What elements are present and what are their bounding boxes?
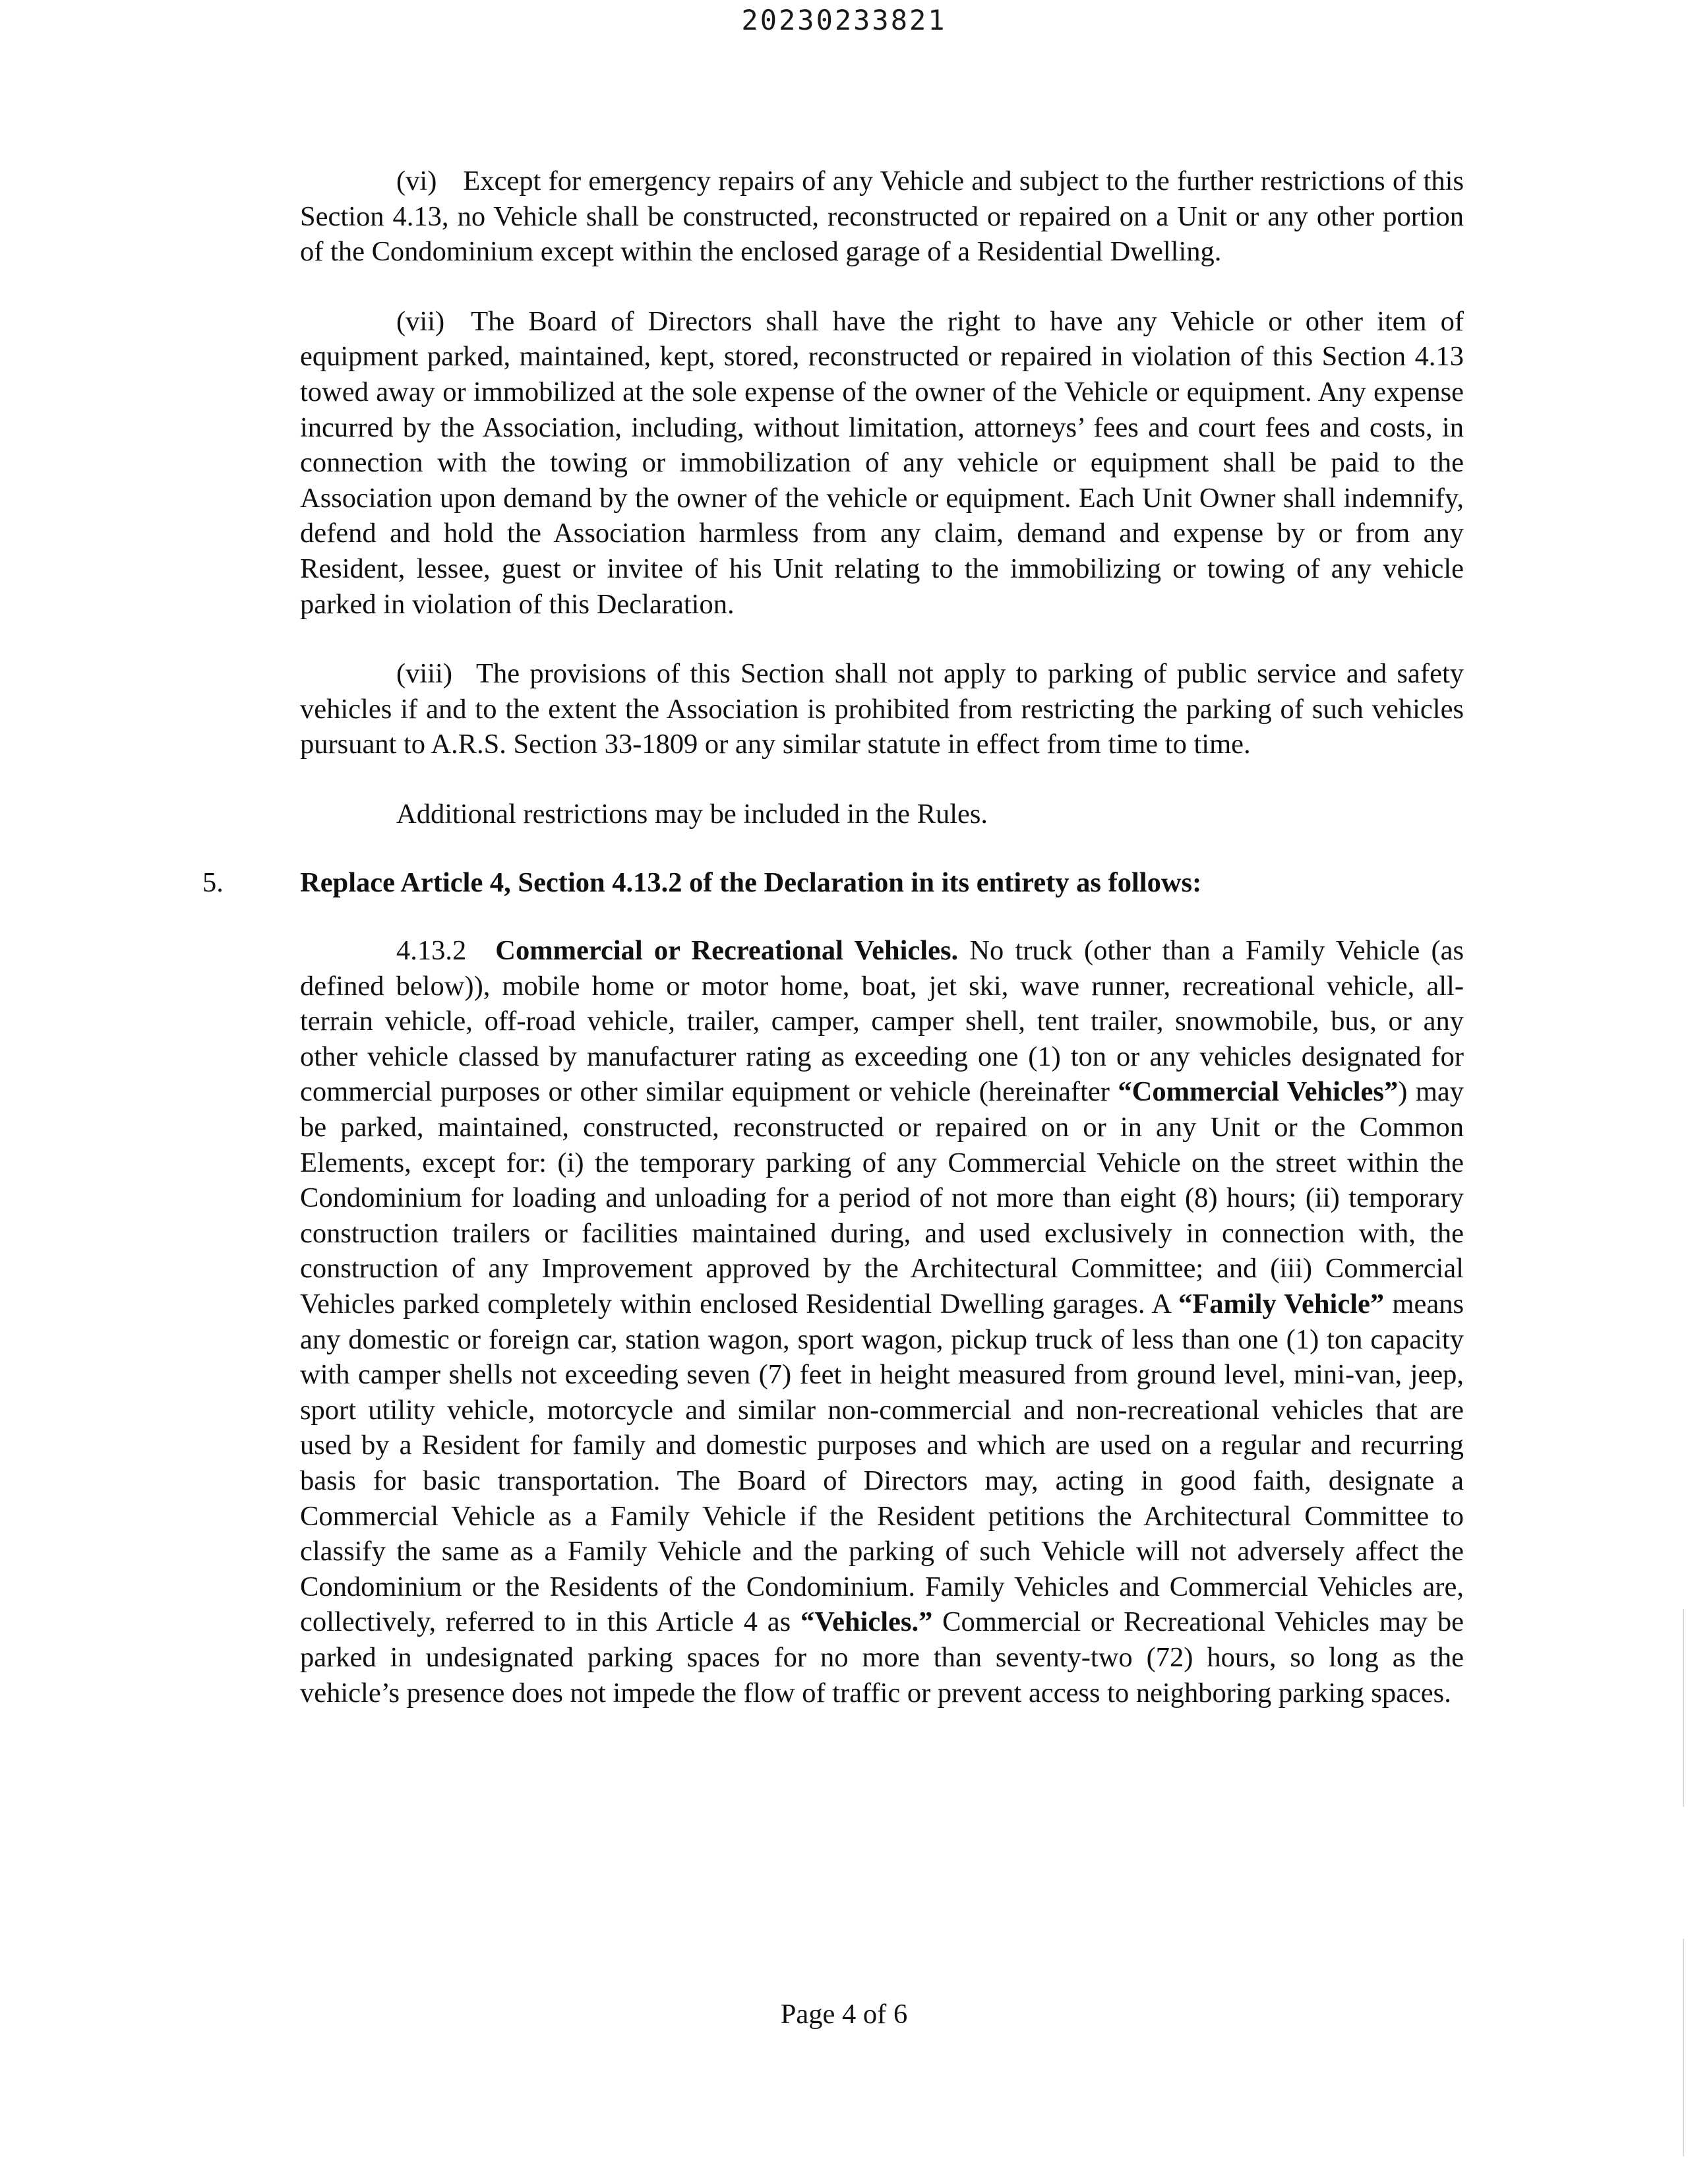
recording-number: 20230233821 xyxy=(741,4,947,36)
paragraph-viii-text: The provisions of this Section shall not apply to parking of public service and safety vehicles if and to the extent the Association is prohibited from restricting the parking of such vehicles pursuant to A.R.S. Section 33-1809 or any similar statute in effect from time to time. xyxy=(300,658,1464,760)
scan-edge-artifact xyxy=(1683,1609,1684,1807)
clause-text-3: means any domestic or foreign car, station wagon, sport wagon, pickup truck of less than one (1) ton capacity with camper shells not exceeding seven (7) feet in height measured from ground level, mini-van, jeep, sport utility vehicle, motorcycle and similar non-commercial and non-recreational vehicles that are used by a Resident for family and domestic purposes and which are used on a regular and recurring basis for basic transportation. The Board of Directors may, acting in good faith, designate a Commercial Vehicle as a Family Vehicle if the Resident petitions the Architectural Committee to classify the same as a Family Vehicle and the parking of such Vehicle will not adversely affect the Condominium or the Residents of the Condominium. Family Vehicles and Commercial Vehicles are, collectively, referred to in this Article 4 as xyxy=(300,1289,1464,1638)
defined-term-commercial-vehicles: “Commercial Vehicles” xyxy=(1118,1076,1399,1108)
clause-text-2: ) may be parked, maintained, constructed, reconstructed or repaired on or in any Unit or the Common Elements, except for: (i) the temporary parking of any Commercial Vehicle on the street within the Condominium for loading and unloading for a period of not more than eight (8) hours; (ii) temporary construction trailers or facilities maintained during, and used exclusively in connection with, the construction of any Improvement approved by the Architectural Committee; and (iii) Commercial Vehicles parked completely within enclosed Residential Dwelling garages. A xyxy=(300,1076,1464,1320)
document-body xyxy=(202,164,1464,1711)
scan-edge-artifact xyxy=(1683,1939,1684,2156)
clause-heading: Commercial or Recreational Vehicles. xyxy=(495,935,959,967)
paragraph-vii xyxy=(300,304,1464,622)
additional-restrictions: Additional restrictions may be included in the Rules. xyxy=(396,798,988,830)
paragraph-vi-text: Except for emergency repairs of any Vehicle and subject to the further restrictions of this Section 4.13, no Vehicle shall be constructed, reconstructed or repaired on a Unit or any other portion of the Condominium except within the enclosed garage of a Residential Dwelling. xyxy=(300,166,1464,268)
clause-4-13-2 xyxy=(300,933,1464,1711)
section-5-heading xyxy=(202,865,1464,901)
section-number: 5. xyxy=(202,866,224,898)
clause-text-1: No truck (other than a Family Vehicle (as defined below)), mobile home or motor home, boat, jet ski, wave runner, recreational vehicle, all-terrain vehicle, off-road vehicle, trailer, camper, camper shell, tent trailer, snowmobile, bus, or any other vehicle classed by manufacturer rating as exceeding one (1) ton or any vehicles designated for commercial purposes or other similar equipment or vehicle (hereinafter xyxy=(300,935,1464,1108)
clause-number: 4.13.2 xyxy=(396,935,467,967)
clause-text-4: Commercial or Recreational Vehicles may be parked in undesignated parking spaces for no more than seventy-two (72) hours, so long as the vehicle’s presence does not impede the flow of traffic or prevent access to neighboring parking spaces. xyxy=(300,1606,1464,1709)
section-title: Replace Article 4, Section 4.13.2 of the Declaration in its entirety as follows: xyxy=(300,866,1202,898)
paragraph-vi-label: (vi) xyxy=(396,166,437,197)
paragraph-vii-text: The Board of Directors shall have the right to have any Vehicle or other item of equipment parked, maintained, kept, stored, reconstructed or repaired in violation of this Section 4.13 towed away or immobilized at the sole expense of the owner of the Vehicle or equipment. Any expense incurred by the Association, including, without limitation, attorneys’ fees and court fees and costs, in connection with the towing or immobilization of any vehicle or equipment shall be paid to the Association upon demand by the owner of the vehicle or equipment. Each Unit Owner shall indemnify, defend and hold the Association harmless from any claim, demand and expense by or from any Resident, lessee, guest or invitee of his Unit relating to the immobilizing or towing of any vehicle parked in violation of this Declaration. xyxy=(300,305,1464,620)
paragraph-vii-label: (vii) xyxy=(396,305,445,337)
defined-term-vehicles: “Vehicles.” xyxy=(800,1606,933,1638)
paragraph-viii xyxy=(300,656,1464,762)
paragraph-viii-label: (viii) xyxy=(396,658,452,690)
defined-term-family-vehicle: “Family Vehicle” xyxy=(1178,1289,1385,1320)
paragraph-vi xyxy=(300,164,1464,270)
page-number: Page 4 of 6 xyxy=(780,1999,908,2030)
